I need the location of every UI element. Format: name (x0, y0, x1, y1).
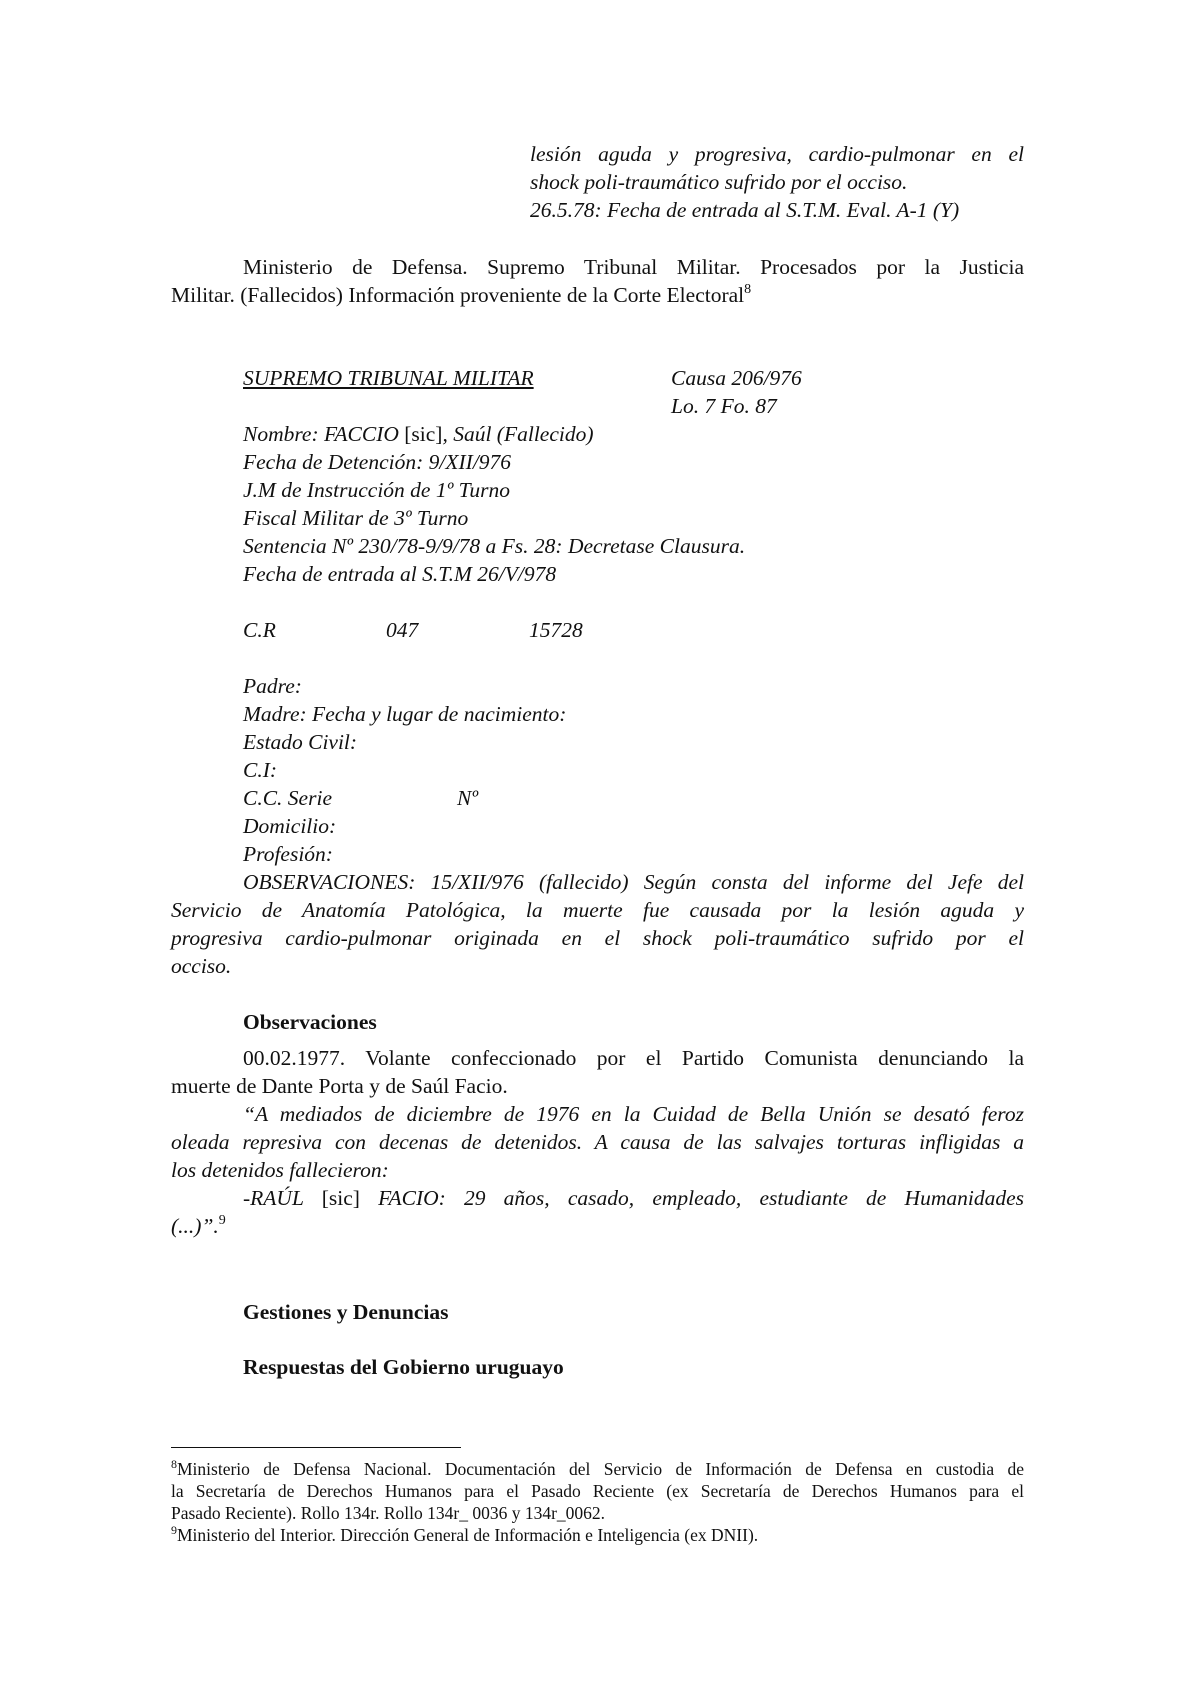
record-cr-num1: 047 (386, 618, 419, 642)
footnote-8-line2: la Secretaría de Derechos Humanos para el Pasado Reciente (ex Secretaría de Derechos Humanos para el (171, 1481, 1024, 1501)
observaciones-raul-line (243, 1185, 1024, 1213)
record-madre: Madre: Fecha y lugar de nacimiento: (243, 702, 567, 726)
observaciones-p1-line1: 00.02.1977. Volante confeccionado por el Partido Comunista denunciando la (243, 1046, 1024, 1070)
ministerio-line2 (171, 282, 751, 310)
record-nombre-sic: [sic] (404, 422, 443, 446)
record-obs-line1: OBSERVACIONES: 15/XII/976 (fallecido) Según consta del informe del Jefe del (243, 870, 1024, 894)
record-obs-line2: Servicio de Anatomía Patológica, la muerte fue causada por la lesión aguda y (171, 898, 1024, 922)
observaciones-quote-line1: “A mediados de diciembre de 1976 en la Cuidad de Bella Unión se desató feroz (243, 1102, 1024, 1126)
footnote-8-number: 8 (171, 1457, 177, 1471)
footnote-separator (171, 1447, 461, 1448)
record-nombre-a: Nombre: FACCIO (243, 422, 405, 446)
record-causa: Causa 206/976 (671, 366, 802, 390)
raul-end-text: (...)”. (171, 1214, 219, 1238)
record-ci: C.I: (243, 758, 278, 782)
record-fiscal: Fiscal Militar de 3º Turno (243, 506, 469, 530)
record-cc-serie: C.C. Serie (243, 786, 332, 810)
record-cr-label: C.R (243, 618, 276, 642)
observaciones-quote-line3: los detenidos fallecieron: (171, 1158, 389, 1182)
raul-b: FACIO: 29 años, casado, empleado, estudiante de Humanidades (359, 1186, 1024, 1210)
footnote-9-line1 (171, 1525, 758, 1547)
record-padre: Padre: (243, 674, 302, 698)
observaciones-p1-line2: muerte de Dante Porta y de Saúl Facio. (171, 1074, 508, 1098)
top-block-line3: 26.5.78: Fecha de entrada al S.T.M. Eval. A-1 (Y) (530, 198, 960, 222)
raul-sic: [sic] (321, 1186, 360, 1210)
footnote-8-line1 (171, 1459, 1024, 1481)
footnote-8-line3: Pasado Reciente). Rollo 134r. Rollo 134r_ 0036 y 134r_0062. (171, 1503, 606, 1523)
ministerio-line1: Ministerio de Defensa. Supremo Tribunal Militar. Procesados por la Justicia (243, 255, 1024, 279)
record-sentencia: Sentencia Nº 230/78-9/9/78 a Fs. 28: Decretase Clausura. (243, 534, 746, 558)
record-header: SUPREMO TRIBUNAL MILITAR (243, 366, 534, 390)
footnote-ref-9[interactable]: 9 (218, 1213, 226, 1228)
record-obs-line3: progresiva cardio-pulmonar originada en el shock poli-traumático sufrido por el (171, 926, 1024, 950)
record-nombre-b: , Saúl (Fallecido) (442, 422, 594, 446)
respuestas-heading: Respuestas del Gobierno uruguayo (243, 1355, 564, 1379)
record-cr-num2: 15728 (529, 618, 583, 642)
observaciones-heading: Observaciones (243, 1010, 377, 1034)
top-block-line1: lesión aguda y progresiva, cardio-pulmonar en el (530, 142, 1024, 166)
record-nombre (243, 421, 594, 449)
footnote-8-text: Ministerio de Defensa Nacional. Documentación del Servicio de Información de Defensa en custodia de (177, 1459, 1024, 1479)
top-block-line2: shock poli-traumático sufrido por el occiso. (530, 170, 908, 194)
record-entrada: Fecha de entrada al S.T.M 26/V/978 (243, 562, 557, 586)
footnote-9-number: 9 (171, 1523, 177, 1537)
record-libro: Lo. 7 Fo. 87 (671, 394, 777, 418)
record-estado-civil: Estado Civil: (243, 730, 358, 754)
record-domicilio: Domicilio: (243, 814, 337, 838)
record-obs-line4: occiso. (171, 954, 232, 978)
footnote-9-text: Ministerio del Interior. Dirección General de Información e Inteligencia (ex DNII). (177, 1525, 759, 1545)
observaciones-raul-end (171, 1213, 226, 1241)
record-detencion: Fecha de Detención: 9/XII/976 (243, 450, 512, 474)
record-cc-no: Nº (457, 786, 479, 810)
observaciones-quote-line2: oleada represiva con decenas de detenidos. A causa de las salvajes torturas infligidas a (171, 1130, 1024, 1154)
raul-a: -RAÚL (243, 1186, 322, 1210)
record-jm: J.M de Instrucción de 1º Turno (243, 478, 511, 502)
gestiones-heading: Gestiones y Denuncias (243, 1300, 449, 1324)
ministerio-line2-text: Militar. (Fallecidos) Información proveniente de la Corte Electoral (171, 283, 745, 307)
record-profesion: Profesión: (243, 842, 333, 866)
footnote-ref-8[interactable]: 8 (744, 282, 752, 297)
